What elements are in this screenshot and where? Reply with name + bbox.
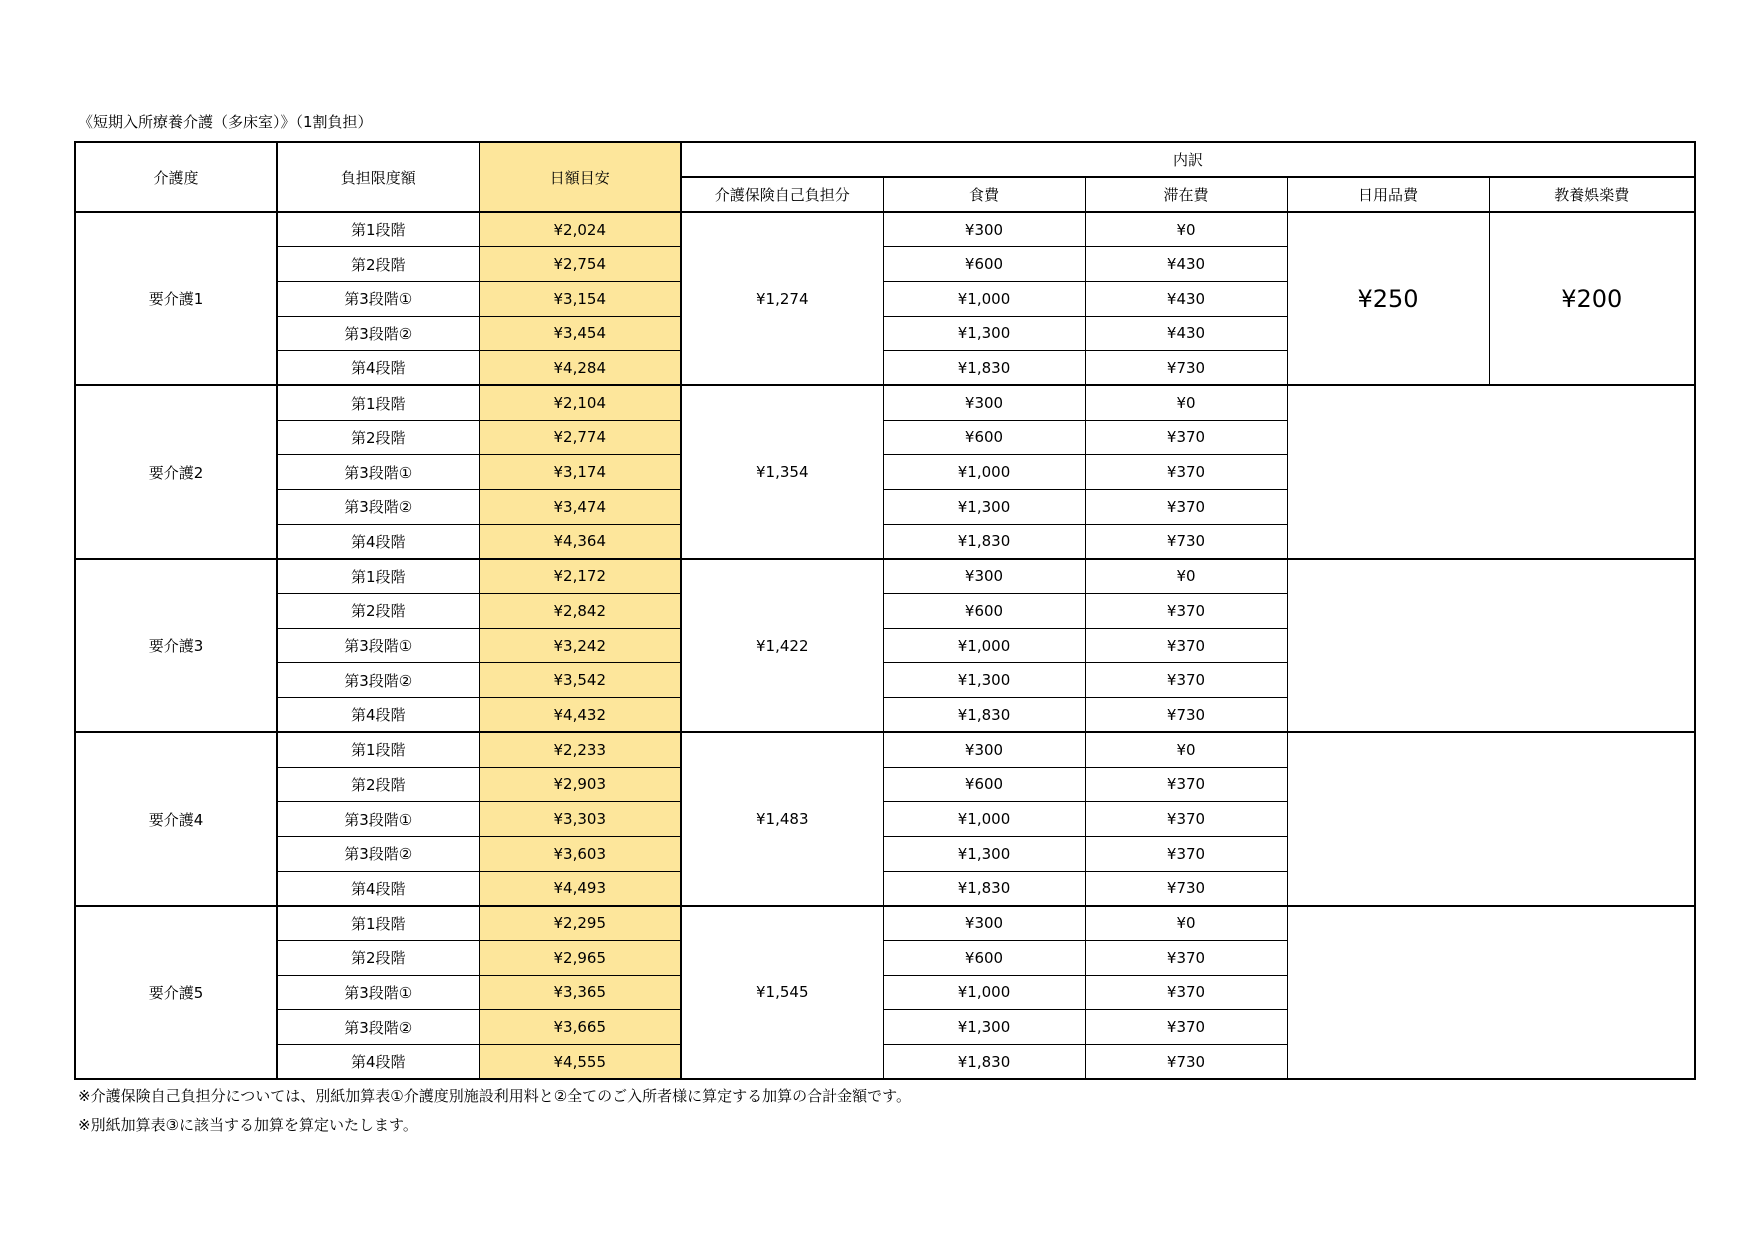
table-row bbox=[75, 594, 1695, 629]
table-row bbox=[75, 698, 1695, 733]
insurance-self-pay-cell: ¥1,274 bbox=[681, 212, 883, 385]
stay-cell: ¥370 bbox=[1085, 975, 1287, 1010]
care-level-group bbox=[75, 559, 1695, 732]
meal-cell: ¥1,000 bbox=[883, 628, 1085, 663]
daily-estimate-cell: ¥4,493 bbox=[479, 871, 681, 906]
header-daily-estimate: 日額目安 bbox=[479, 142, 681, 212]
meal-cell: ¥600 bbox=[883, 420, 1085, 455]
burden-stage-cell: 第3段階② bbox=[277, 1010, 479, 1045]
meal-cell: ¥1,300 bbox=[883, 316, 1085, 351]
daily-estimate-cell: ¥3,603 bbox=[479, 836, 681, 871]
meal-cell: ¥1,000 bbox=[883, 455, 1085, 490]
meal-cell: ¥300 bbox=[883, 212, 1085, 247]
meal-cell: ¥1,830 bbox=[883, 524, 1085, 559]
stay-cell: ¥370 bbox=[1085, 663, 1287, 698]
document-title: 《短期入所療養介護（多床室）》（1割負担） bbox=[78, 113, 373, 131]
burden-stage-cell: 第4段階 bbox=[277, 1045, 479, 1080]
care-level-group bbox=[75, 732, 1695, 905]
daily-estimate-cell: ¥2,104 bbox=[479, 385, 681, 420]
daily-estimate-cell: ¥4,432 bbox=[479, 698, 681, 733]
daily-estimate-cell: ¥3,454 bbox=[479, 316, 681, 351]
meal-cell: ¥1,830 bbox=[883, 871, 1085, 906]
meal-cell: ¥600 bbox=[883, 767, 1085, 802]
stay-cell: ¥370 bbox=[1085, 490, 1287, 525]
stay-cell: ¥370 bbox=[1085, 594, 1287, 629]
header-daily-goods: 日用品費 bbox=[1287, 177, 1489, 212]
insurance-self-pay-cell: ¥1,483 bbox=[681, 732, 883, 905]
header-stay: 滞在費 bbox=[1085, 177, 1287, 212]
stay-cell: ¥730 bbox=[1085, 1045, 1287, 1080]
burden-stage-cell: 第3段階② bbox=[277, 490, 479, 525]
daily-estimate-cell: ¥3,303 bbox=[479, 802, 681, 837]
daily-estimate-cell: ¥3,365 bbox=[479, 975, 681, 1010]
stay-cell: ¥370 bbox=[1085, 836, 1287, 871]
insurance-self-pay-cell: ¥1,354 bbox=[681, 385, 883, 558]
burden-stage-cell: 第2段階 bbox=[277, 247, 479, 282]
burden-stage-cell: 第2段階 bbox=[277, 594, 479, 629]
stay-cell: ¥730 bbox=[1085, 524, 1287, 559]
care-level-cell: 要介護1 bbox=[75, 212, 277, 385]
daily-estimate-cell: ¥3,665 bbox=[479, 1010, 681, 1045]
stay-cell: ¥370 bbox=[1085, 455, 1287, 490]
burden-stage-cell: 第3段階① bbox=[277, 455, 479, 490]
burden-stage-cell: 第3段階① bbox=[277, 802, 479, 837]
note-insurance: ※介護保険自己負担分については、別紙加算表①介護度別施設利用料と②全てのご入所者様に算定する加算の合計金額です。 bbox=[78, 1087, 911, 1105]
daily-estimate-cell: ¥4,284 bbox=[479, 351, 681, 386]
header-insurance-self-pay: 介護保険自己負担分 bbox=[681, 177, 883, 212]
table-row bbox=[75, 767, 1695, 802]
daily-estimate-cell: ¥2,295 bbox=[479, 906, 681, 941]
meal-cell: ¥1,300 bbox=[883, 663, 1085, 698]
meal-cell: ¥300 bbox=[883, 732, 1085, 767]
table-row bbox=[75, 940, 1695, 975]
care-level-cell: 要介護2 bbox=[75, 385, 277, 558]
table-row bbox=[75, 836, 1695, 871]
burden-stage-cell: 第2段階 bbox=[277, 940, 479, 975]
burden-stage-cell: 第3段階① bbox=[277, 281, 479, 316]
meal-cell: ¥1,830 bbox=[883, 351, 1085, 386]
daily-estimate-cell: ¥3,154 bbox=[479, 281, 681, 316]
burden-stage-cell: 第4段階 bbox=[277, 698, 479, 733]
stay-cell: ¥370 bbox=[1085, 628, 1287, 663]
burden-stage-cell: 第3段階② bbox=[277, 316, 479, 351]
stay-cell: ¥430 bbox=[1085, 316, 1287, 351]
stay-cell: ¥430 bbox=[1085, 247, 1287, 282]
meal-cell: ¥1,000 bbox=[883, 802, 1085, 837]
table-row bbox=[75, 732, 1695, 767]
daily-estimate-cell: ¥4,364 bbox=[479, 524, 681, 559]
burden-stage-cell: 第1段階 bbox=[277, 212, 479, 247]
stay-cell: ¥370 bbox=[1085, 940, 1287, 975]
stay-cell: ¥370 bbox=[1085, 1010, 1287, 1045]
table-row bbox=[75, 663, 1695, 698]
table-row bbox=[75, 385, 1695, 420]
daily-estimate-cell: ¥2,903 bbox=[479, 767, 681, 802]
table-row bbox=[75, 420, 1695, 455]
header-burden-limit: 負担限度額 bbox=[277, 142, 479, 212]
burden-stage-cell: 第3段階① bbox=[277, 975, 479, 1010]
stay-cell: ¥730 bbox=[1085, 871, 1287, 906]
care-level-group bbox=[75, 906, 1695, 1079]
table-row bbox=[75, 906, 1695, 941]
table-row bbox=[75, 490, 1695, 525]
burden-stage-cell: 第3段階② bbox=[277, 663, 479, 698]
meal-cell: ¥600 bbox=[883, 594, 1085, 629]
meal-cell: ¥600 bbox=[883, 247, 1085, 282]
stay-cell: ¥370 bbox=[1085, 767, 1287, 802]
daily-estimate-cell: ¥3,542 bbox=[479, 663, 681, 698]
daily-estimate-cell: ¥3,174 bbox=[479, 455, 681, 490]
table-row bbox=[75, 455, 1695, 490]
fee-table bbox=[74, 141, 1696, 1080]
care-level-cell: 要介護5 bbox=[75, 906, 277, 1079]
table-row bbox=[75, 1010, 1695, 1045]
care-level-cell: 要介護3 bbox=[75, 559, 277, 732]
stay-cell: ¥730 bbox=[1085, 698, 1287, 733]
note-additional: ※別紙加算表③に該当する加算を算定いたします。 bbox=[78, 1116, 418, 1134]
burden-stage-cell: 第1段階 bbox=[277, 559, 479, 594]
burden-stage-cell: 第2段階 bbox=[277, 767, 479, 802]
stay-cell: ¥0 bbox=[1085, 906, 1287, 941]
burden-stage-cell: 第3段階② bbox=[277, 836, 479, 871]
table-row bbox=[75, 1045, 1695, 1080]
daily-estimate-cell: ¥2,842 bbox=[479, 594, 681, 629]
burden-stage-cell: 第4段階 bbox=[277, 871, 479, 906]
table-row bbox=[75, 802, 1695, 837]
meal-cell: ¥1,000 bbox=[883, 975, 1085, 1010]
header-breakdown: 内訳 bbox=[681, 142, 1695, 177]
recreation-cell: ¥200 bbox=[1489, 212, 1695, 385]
meal-cell: ¥1,300 bbox=[883, 1010, 1085, 1045]
meal-cell: ¥1,300 bbox=[883, 836, 1085, 871]
stay-cell: ¥0 bbox=[1085, 559, 1287, 594]
care-level-group bbox=[75, 212, 1695, 385]
daily-estimate-cell: ¥2,172 bbox=[479, 559, 681, 594]
daily-estimate-cell: ¥3,474 bbox=[479, 490, 681, 525]
stay-cell: ¥370 bbox=[1085, 420, 1287, 455]
meal-cell: ¥1,000 bbox=[883, 281, 1085, 316]
care-level-group bbox=[75, 385, 1695, 558]
daily-estimate-cell: ¥2,754 bbox=[479, 247, 681, 282]
insurance-self-pay-cell: ¥1,422 bbox=[681, 559, 883, 732]
insurance-self-pay-cell: ¥1,545 bbox=[681, 906, 883, 1079]
burden-stage-cell: 第1段階 bbox=[277, 732, 479, 767]
header-care-level: 介護度 bbox=[75, 142, 277, 212]
table-row bbox=[75, 212, 1695, 247]
daily-estimate-cell: ¥2,774 bbox=[479, 420, 681, 455]
burden-stage-cell: 第3段階① bbox=[277, 628, 479, 663]
stay-cell: ¥0 bbox=[1085, 732, 1287, 767]
table-row bbox=[75, 628, 1695, 663]
burden-stage-cell: 第1段階 bbox=[277, 906, 479, 941]
stay-cell: ¥430 bbox=[1085, 281, 1287, 316]
meal-cell: ¥1,830 bbox=[883, 1045, 1085, 1080]
stay-cell: ¥370 bbox=[1085, 802, 1287, 837]
table-row bbox=[75, 559, 1695, 594]
table-row bbox=[75, 871, 1695, 906]
header-meal: 食費 bbox=[883, 177, 1085, 212]
header-recreation: 教養娯楽費 bbox=[1489, 177, 1695, 212]
table-row bbox=[75, 524, 1695, 559]
meal-cell: ¥1,300 bbox=[883, 490, 1085, 525]
daily-estimate-cell: ¥2,233 bbox=[479, 732, 681, 767]
burden-stage-cell: 第4段階 bbox=[277, 351, 479, 386]
stay-cell: ¥0 bbox=[1085, 385, 1287, 420]
table-row bbox=[75, 975, 1695, 1010]
burden-stage-cell: 第4段階 bbox=[277, 524, 479, 559]
daily-estimate-cell: ¥3,242 bbox=[479, 628, 681, 663]
burden-stage-cell: 第2段階 bbox=[277, 420, 479, 455]
daily-estimate-cell: ¥2,024 bbox=[479, 212, 681, 247]
stay-cell: ¥0 bbox=[1085, 212, 1287, 247]
daily-estimate-cell: ¥4,555 bbox=[479, 1045, 681, 1080]
burden-stage-cell: 第1段階 bbox=[277, 385, 479, 420]
meal-cell: ¥600 bbox=[883, 940, 1085, 975]
meal-cell: ¥1,830 bbox=[883, 698, 1085, 733]
daily-estimate-cell: ¥2,965 bbox=[479, 940, 681, 975]
daily-goods-cell: ¥250 bbox=[1287, 212, 1489, 385]
meal-cell: ¥300 bbox=[883, 906, 1085, 941]
stay-cell: ¥730 bbox=[1085, 351, 1287, 386]
meal-cell: ¥300 bbox=[883, 385, 1085, 420]
care-level-cell: 要介護4 bbox=[75, 732, 277, 905]
meal-cell: ¥300 bbox=[883, 559, 1085, 594]
